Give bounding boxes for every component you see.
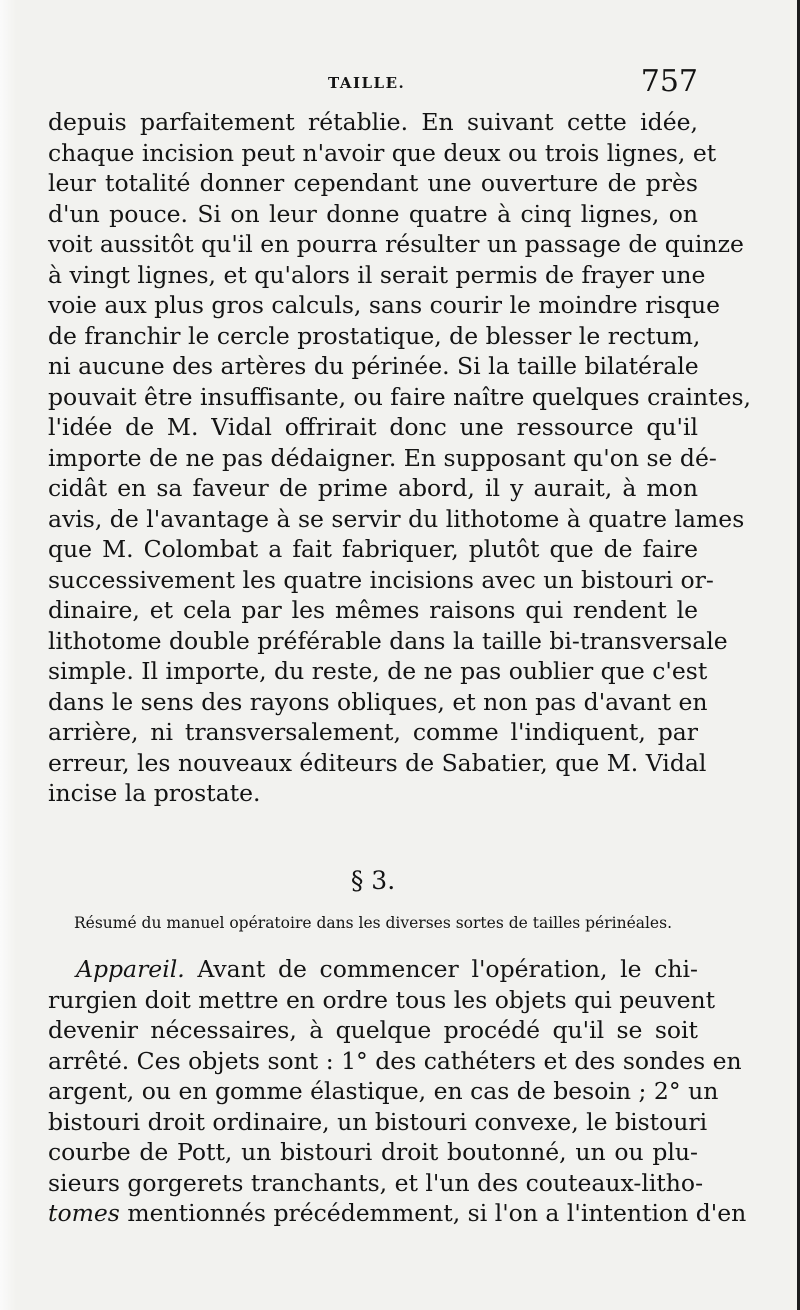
lead-line-rest: Avant de commencer l'opération, le chi- — [184, 955, 698, 983]
text-line: lithotome double préférable dans la taille bi-transversale — [48, 626, 728, 655]
italic-word: tomes — [48, 1199, 120, 1227]
text-line: argent, ou en gomme élastique, en cas de besoin ; 2° un — [48, 1077, 719, 1105]
text-line: arrière, ni transversalement, comme l'indiquent, par — [48, 718, 698, 746]
text-line: sieurs gorgerets tranchants, et l'un des couteaux-litho- — [48, 1168, 704, 1197]
text-line: importe de ne pas dédaigner. En supposant qu'on se dé- — [48, 443, 717, 472]
text-line: devenir nécessaires, à quelque procédé qu'il se soit — [48, 1016, 698, 1044]
text-line: avis, de l'avantage à se servir du lithotome à quatre lames — [48, 504, 745, 533]
text-line — [48, 1198, 747, 1229]
text-line: arrêté. Ces objets sont : 1° des cathéters et des sondes en — [48, 1046, 742, 1075]
text-line: rurgien doit mettre en ordre tous les objets qui peuvent — [48, 985, 716, 1014]
text-line: depuis parfaitement rétablie. En suivant cette idée, — [48, 108, 698, 136]
text-line: voie aux plus gros calculs, sans courir le moindre risque — [48, 291, 721, 319]
text-line: bistouri droit ordinaire, un bistouri convexe, le bistouri — [48, 1107, 708, 1136]
text-line: pouvait être insuffisante, ou faire naître quelques craintes, — [48, 382, 752, 411]
paragraph-1 — [48, 107, 752, 809]
text-line: dans le sens des rayons obliques, et non pas d'avant en — [48, 687, 708, 716]
section-subtitle: Résumé du manuel opératoire dans les diverses sortes de tailles périnéales. — [73, 914, 672, 932]
text-line: simple. Il importe, du reste, de ne pas oublier que c'est — [48, 657, 708, 685]
text-line: chaque incision peut n'avoir que deux ou trois lignes, et — [48, 138, 717, 167]
section-heading: § 3. — [350, 866, 396, 895]
page-left-margin-shadow — [0, 0, 16, 1310]
lead-word: Appareil. — [76, 955, 185, 983]
text-line: cidât en sa faveur de prime abord, il y aurait, à mon — [48, 474, 698, 502]
paragraph-2 — [48, 954, 747, 1229]
text-line: de franchir le cercle prostatique, de blesser le rectum, — [48, 321, 701, 350]
text-line: voit aussitôt qu'il en pourra résulter un passage de quinze — [48, 230, 744, 258]
running-title: TAILLE. — [328, 74, 406, 92]
text-line: que M. Colombat a fait fabriquer, plutôt que de faire — [48, 535, 698, 563]
text-line: dinaire, et cela par les mêmes raisons qui rendent le — [48, 596, 698, 624]
text-line: d'un pouce. Si on leur donne quatre à cinq lignes, on — [48, 199, 698, 228]
text-line: ni aucune des artères du périnée. Si la taille bilatérale — [48, 352, 699, 380]
text-line: erreur, les nouveaux éditeurs de Sabatier, que M. Vidal — [48, 748, 707, 777]
page-header — [48, 64, 698, 106]
text-line — [48, 954, 698, 985]
text-line: incise la prostate. — [48, 779, 261, 807]
text-line: l'idée de M. Vidal offrirait donc une ressource qu'il — [48, 413, 698, 441]
text-line: à vingt lignes, et qu'alors il serait permis de frayer une — [48, 260, 706, 289]
text-line: successivement les quatre incisions avec un bistouri or- — [48, 565, 714, 594]
last-line-rest: mentionnés précédemment, si l'on a l'intention d'en — [119, 1199, 747, 1227]
text-line: leur totalité donner cependant une ouverture de près — [48, 169, 698, 197]
text-line: courbe de Pott, un bistouri droit boutonné, un ou plu- — [48, 1138, 698, 1166]
page-number: 757 — [640, 64, 698, 99]
